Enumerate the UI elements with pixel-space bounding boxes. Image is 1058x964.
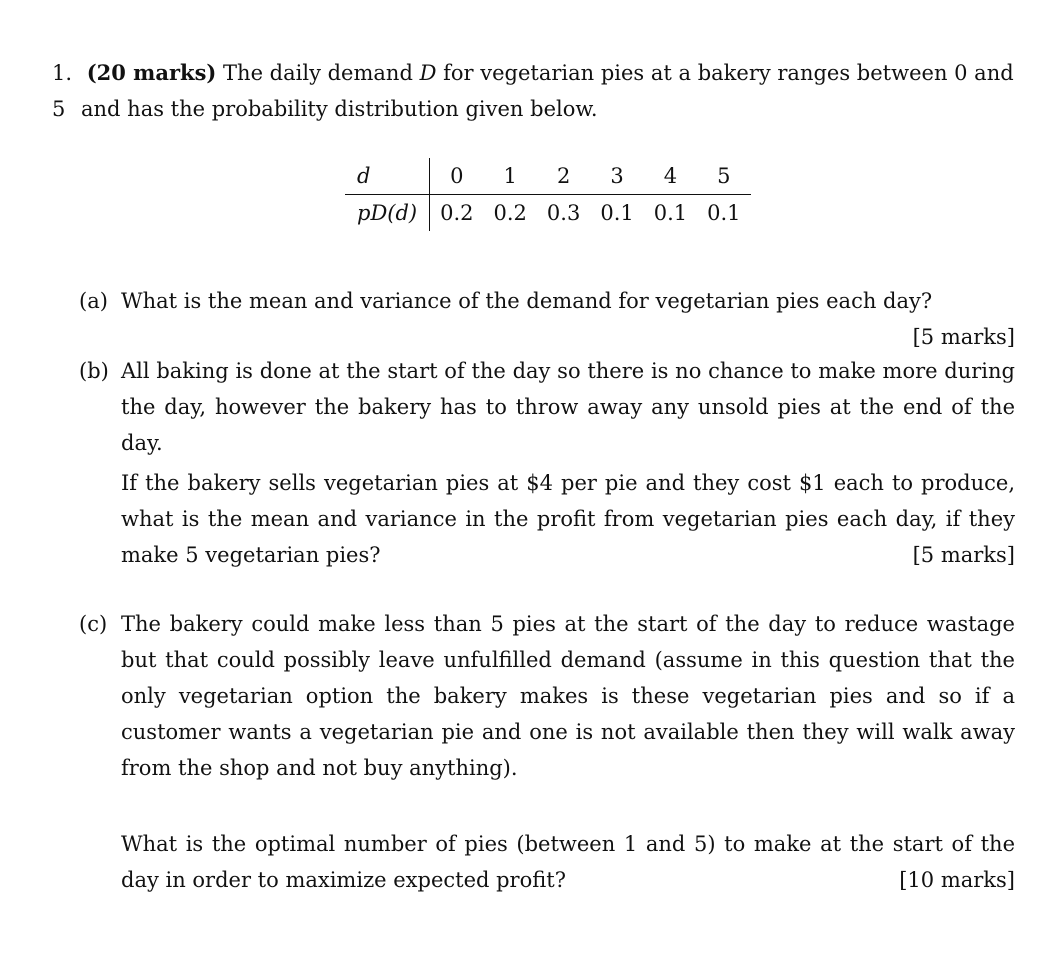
part-b-text: All baking is done at the start of the day so there is no chance to make more during the day, however the bakery has to throw away any unsold pies at the end of the day. bbox=[121, 359, 1015, 455]
question-marks: (20 marks) bbox=[86, 60, 217, 85]
table-p-value: 0.2 bbox=[493, 201, 527, 225]
table-row-label-p: pD(d) bbox=[345, 195, 430, 232]
part-a-label: (a) bbox=[79, 289, 108, 313]
table-p-value: 0.3 bbox=[546, 201, 581, 225]
table-p-value: 0.2 bbox=[440, 201, 474, 225]
part-c-text-2: What is the optimal number of pies (between 1 and 5) to make at the start of the day in order to maximize expected profit? bbox=[121, 832, 1015, 892]
table-p-value: 0.1 bbox=[653, 201, 688, 225]
table-p-value: 0.1 bbox=[600, 201, 634, 225]
part-b bbox=[79, 353, 1015, 461]
table-d-value: 1 bbox=[484, 158, 537, 195]
table-row-label-d: d bbox=[345, 158, 430, 195]
part-a-marks: [5 marks] bbox=[912, 325, 1015, 349]
question-intro-1: The daily demand bbox=[223, 61, 413, 85]
table-d-value: 4 bbox=[644, 158, 697, 195]
table-d-value: 0 bbox=[430, 158, 484, 195]
table-d-value: 5 bbox=[697, 158, 750, 195]
question-intro-3: and has the probability distribution given below. bbox=[81, 97, 598, 121]
part-c-marks: [10 marks] bbox=[899, 868, 1015, 892]
part-b-text-2: If the bakery sells vegetarian pies at $4 per pie and they cost $1 each to produce, what is the mean and variance in the profit from vegetarian pies each day, if they make 5 vegetarian pies? bbox=[121, 471, 1015, 567]
distribution-table bbox=[345, 158, 751, 231]
part-a bbox=[79, 283, 1015, 355]
table-p-value: 0.1 bbox=[707, 201, 741, 225]
part-b-paragraph-2 bbox=[121, 465, 1015, 573]
part-a-text: What is the mean and variance of the demand for vegetarian pies each day? bbox=[121, 289, 933, 313]
part-c-paragraph-2 bbox=[121, 826, 1015, 898]
part-c-label: (c) bbox=[79, 612, 108, 636]
question-var-d: D bbox=[419, 61, 437, 85]
table-d-value: 2 bbox=[537, 158, 590, 195]
part-c bbox=[79, 606, 1015, 786]
table-d-value: 3 bbox=[590, 158, 643, 195]
part-b-label: (b) bbox=[79, 359, 109, 383]
question-number: 1. bbox=[52, 61, 73, 85]
part-c-text: The bakery could make less than 5 pies at the start of the day to reduce wastage but that could possibly leave unfulfilled demand (assume in this question that the only vegetarian option the bakery makes is these vegetarian pies and so if a customer wants a vegetarian pie and one is not available then they will walk away from the shop and not buy anything). bbox=[121, 612, 1015, 780]
question-intro-2: for vegetarian pies at a bakery ranges between 0 and 5 bbox=[52, 61, 1014, 121]
part-b-marks: [5 marks] bbox=[912, 543, 1015, 567]
